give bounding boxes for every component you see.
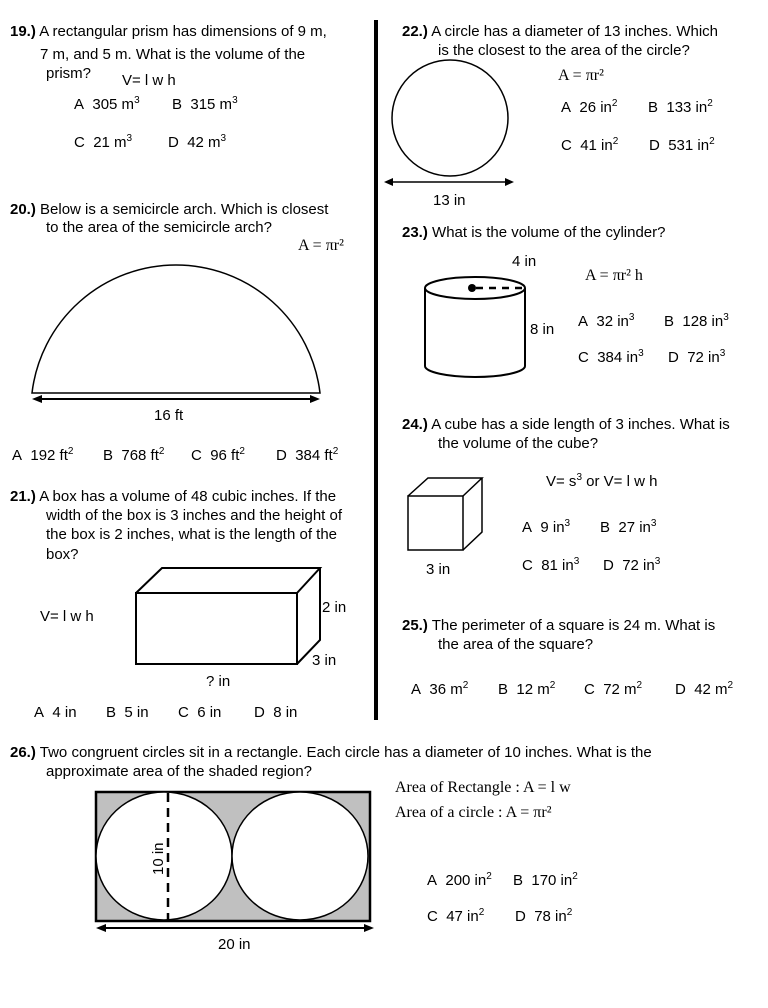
q24-answer-d[interactable]: D 72 $in^3$ [603,556,661,574]
q20-dimension-label: 16 ft [154,407,184,424]
q23-text1: What is the volume of the cylinder? [432,224,666,241]
q22-answer-b[interactable]: B 133 $in^2$ [648,98,713,116]
q22-answer-c[interactable]: C 41 $in^2$ [561,136,619,154]
q20-answer-d[interactable]: D 384 $ft^2$ [276,446,339,464]
q19-line2: 7 m, and 5 m. What is the volume of the [40,46,306,63]
q22-answer-d[interactable]: D 531 $in^2$ [649,136,715,154]
q26-answer-d[interactable]: D 78 $in^2$ [515,907,573,925]
q24-formula: $V= s^3$ or V= l w h [546,472,658,490]
q23-answer-c[interactable]: C 384 $in^3$ [578,348,644,366]
q20-answer-a[interactable]: A 192 $ft^2$ [12,446,74,464]
q21-formula: V= l w h [40,608,94,625]
q25-answer-d[interactable]: D 42 $m^2$ [675,680,734,698]
q22-number: 22.) [402,23,428,40]
q25-number: 25.) [402,617,428,634]
q22-formula: A = πr² [558,67,604,84]
q25-text1: The perimeter of a square is 24 m. What is [431,617,716,634]
q20-answer-b[interactable]: B 768 $ft^2$ [103,446,165,464]
q22-dimension-label: 13 in [433,192,466,209]
q26-height-label: 10 in [150,842,167,875]
q24-answer-c[interactable]: C 81 $in^3$ [522,556,580,574]
q25-answer-c[interactable]: C 72 $m^2$ [584,680,643,698]
q24-answer-a[interactable]: A 9 $in^3$ [522,518,571,536]
q23-answer-a[interactable]: A 32 $in^3$ [578,312,635,330]
q24-answer-b[interactable]: B 27 $in^3$ [600,518,657,536]
q24-side-label: 3 in [426,561,451,578]
q23-answer-b[interactable]: B 128 $in^3$ [664,312,729,330]
q26-formula-rectangle: Area of Rectangle : A = l w [395,779,571,796]
q20-line2: to the area of the semicircle arch? [46,219,272,236]
q26-text1: Two congruent circles sit in a rectangle. Each circle has a diameter of 10 inches. What is the [39,744,652,761]
q21-line4: box? [46,546,79,563]
q22-answer-a[interactable]: A 26 $in^2$ [561,98,618,116]
q21-line3: the box is 2 inches, what is the length of the [46,526,338,543]
q20-answer-c[interactable]: C 96 $ft^2$ [191,446,245,464]
q23-formula: A = πr² h [585,267,643,284]
q21-answer-c[interactable]: C 6 in [178,704,222,721]
q19-answer-c[interactable]: C 21 $m^3$ [74,133,133,151]
q25-answer-b[interactable]: B 12 $m^2$ [498,680,556,698]
q21-answer-d[interactable]: D 8 in [254,704,298,721]
q24-line2: the volume of the cube? [438,435,599,452]
q19-text1: A rectangular prism has dimensions of 9 m, [39,23,327,40]
q19-line3: prism? [46,65,92,82]
q23-answer-d[interactable]: D 72 $in^3$ [668,348,726,366]
q26-answer-a[interactable]: A 200 $in^2$ [427,871,492,889]
q19-answer-a[interactable]: A 305 $m^3$ [74,95,140,113]
q19-formula: V= l w h [122,72,176,89]
q26-circle-right [232,792,368,920]
q24-text1: A cube has a side length of 3 inches. What is [431,416,730,433]
q21-answer-b[interactable]: B 5 in [106,704,149,721]
q20-formula: A = πr² [298,237,344,254]
q26-arrowhead-left [96,924,106,932]
q21-width-label: 3 in [312,652,337,669]
q26-formula-circle: Area of a circle : A = πr² [395,804,552,821]
q25-line2: the area of the square? [438,636,594,653]
q21-line2: width of the box is 3 inches and the height of [46,507,343,524]
q21-number: 21.) [10,488,36,505]
q19-number: 19.) [10,23,36,40]
q26-number: 26.) [10,744,36,761]
q23-number: 23.) [402,224,428,241]
q21-height-label: 2 in [322,599,347,616]
q26-line2: approximate area of the shaded region? [46,763,313,780]
q24-number: 24.) [402,416,428,433]
q21-answer-a[interactable]: A 4 in [34,704,77,721]
q20-number: 20.) [10,201,36,218]
q23-radius-label: 4 in [512,253,537,270]
q23-height-label: 8 in [530,321,555,338]
q21-length-label: ? in [206,673,231,690]
q26-answer-b[interactable]: B 170 $in^2$ [513,871,578,889]
q20-text1: Below is a semicircle arch. Which is closest [40,201,329,218]
q21-text1: A box has a volume of 48 cubic inches. If the [39,488,337,505]
q22-line2: is the closest to the area of the circle? [438,42,690,59]
q22-text1: A circle has a diameter of 13 inches. Which [431,23,719,40]
q26-arrowhead-right [364,924,374,932]
q25-answer-a[interactable]: A 36 $m^2$ [411,680,469,698]
q26-width-label: 20 in [218,936,251,953]
q19-answer-d[interactable]: D 42 $m^3$ [168,133,227,151]
q26-answer-c[interactable]: C 47 $in^2$ [427,907,485,925]
q19-answer-b[interactable]: B 315 $m^3$ [172,95,238,113]
